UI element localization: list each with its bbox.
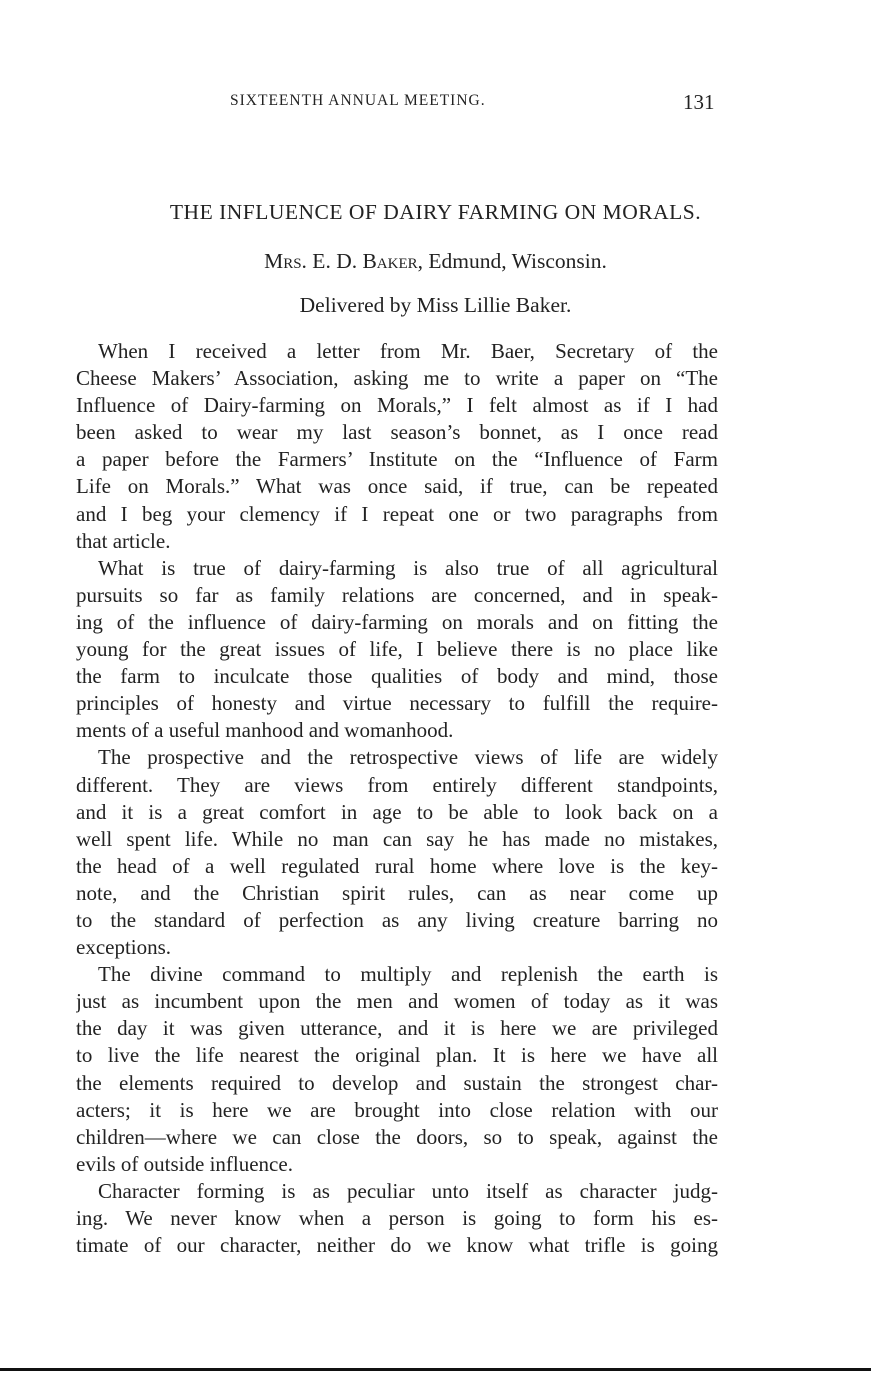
paragraph-line: been asked to wear my last season’s bonnet, as I once read [76,420,718,445]
paragraph-line: What is true of dairy-farming is also true of all agricultural [98,555,718,580]
paragraph-line: Character forming is as peculiar unto itself as character judg- [98,1178,718,1203]
paragraph-line: Life on Morals.” What was once said, if true, can be repeated [76,474,718,499]
paragraph-line: pursuits so far as family relations are concerned, and in speak- [76,582,718,607]
article-title: THE INFLUENCE OF DAIRY FARMING ON MORALS. [169,200,702,224]
paragraph-line: just as incumbent upon the men and women of today as it was [76,989,718,1014]
paragraph-line: young for the great issues of life, I believe there is no place like [76,637,718,662]
paragraph-line: ing of the influence of dairy-farming on morals and on fitting the [76,609,718,634]
paragraph-line: ing. We never know when a person is going to form his es- [76,1206,718,1230]
bottom-rule [0,1368,871,1371]
paragraph-line: note, and the Christian spirit rules, can as near come up [76,880,718,905]
page-number: 131 [683,90,715,114]
paragraph-line: and it is a great comfort in age to be able to look back on a [76,799,718,824]
paragraph-line: different. They are views from entirely different standpoints, [76,772,718,797]
delivered-line: Delivered by Miss Lillie Baker. [299,293,572,317]
paragraph-line: evils of outside influence. [76,1151,293,1176]
paragraph-line: Influence of Dairy-farming on Morals,” I felt almost as if I had [76,393,718,418]
paragraph-line: well spent life. While no man can say he has made no mistakes, [76,826,718,851]
paragraph-line: the farm to inculcate those qualities of body and mind, those [76,664,718,689]
paragraph-line: a paper before the Farmers’ Institute on the “Influence of Farm [76,447,718,472]
paragraph [76,1178,718,1259]
paragraph-line: principles of honesty and virtue necessary to fulfill the require- [76,691,718,716]
paragraph-line: The prospective and the retrospective views of life are widely [98,745,718,770]
paragraph-line: acters; it is here we are brought into close relation with our [76,1097,718,1122]
paragraph-line: the elements required to develop and sustain the strongest char- [76,1070,718,1095]
author-location: Edmund, Wisconsin. [423,249,607,273]
body-text [76,338,718,1259]
running-head: SIXTEENTH ANNUAL MEETING. [230,92,486,109]
paragraph-line: and I beg your clemency if I repeat one or two paragraphs from [76,501,718,526]
paragraph-line: exceptions. [76,935,172,960]
paragraph [76,744,718,961]
author-name: Mrs. E. D. Baker, [264,249,424,273]
paragraph-line: the head of a well regulated rural home where love is the key- [76,853,718,878]
author-line [0,249,871,274]
paragraph-line: children—where we can close the doors, so to speak, against the [76,1124,718,1149]
paragraph-line: Cheese Makers’ Association, asking me to write a paper on “The [76,366,718,391]
paragraph-line: ments of a useful manhood and womanhood. [76,718,454,743]
paragraph [76,338,718,555]
paragraph-line: The divine command to multiply and replenish the earth is [98,962,718,987]
paragraph-line: to live the life nearest the original plan. It is here we have all [76,1043,718,1068]
paragraph [76,555,718,745]
paragraph-line: When I received a letter from Mr. Baer, Secretary of the [98,339,718,363]
paragraph-line: that article. [76,528,171,553]
paragraph [76,961,718,1178]
paragraph-line: the day it was given utterance, and it is here we are privileged [76,1016,718,1041]
paragraph-line: to the standard of perfection as any living creature barring no [76,907,718,932]
paragraph-line: timate of our character, neither do we know what trifle is going [76,1233,718,1258]
